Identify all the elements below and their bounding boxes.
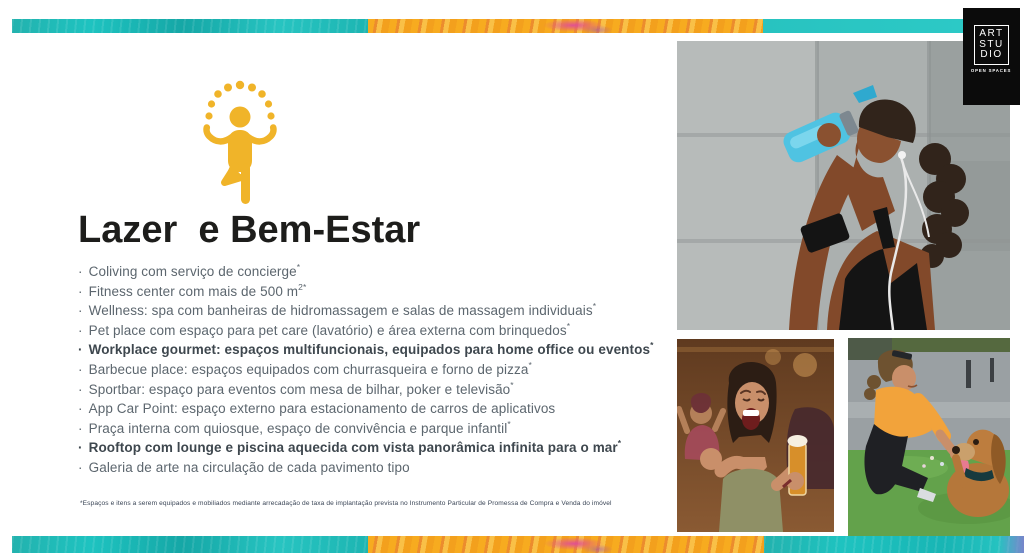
logo-line: ART [979,28,1004,39]
amenity-item: · Workplace gourmet: espaços multifuncionais, equipados para home office ou eventos* [78,340,654,358]
bullet: · [78,303,83,319]
bullet: · [78,381,83,397]
photo-woman-drinking-water [677,38,1010,330]
amenity-item: · Fitness center com mais de 500 $m^{2*}$ [78,281,307,299]
bullet: · [78,459,83,475]
amenity-item: · Rooftop com lounge e piscina aquecida com vista panorâmica infinita para o mar* [78,438,622,456]
page-title: Lazer e Bem-Estar [78,209,421,251]
logo-line: STU [979,38,1004,50]
disclaimer-text: *Espaços e itens a serem equipados e mobiliados mediante arrecadação de taxa de implantação prevista no Instrumento Particular de Promessa de Compra e Venda do imóvel [80,500,612,507]
bullet: · [78,401,83,417]
logo-frame [974,25,1009,65]
amenity-item: · Wellness: spa com banheiras de hidromassagem e salas de massagem individuais* [78,301,597,319]
logo-tagline: OPEN SPACES [971,68,1012,73]
bullet: · [78,264,83,279]
amenity-item: · Coliving com serviço de concierge* [78,262,301,279]
paint-orange-segment [368,19,763,33]
bullet: · [78,361,83,377]
amenity-item: · Praça interna com quiosque, espaço de convivência e parque infantil* [78,418,511,436]
top-paint-strip [12,19,963,33]
paint-teal-segment [12,19,368,33]
paint-teal-segment [764,536,1024,553]
art-studio-logo [963,8,1020,105]
bottom-paint-strip [12,536,1024,553]
paint-teal-segment [763,19,963,33]
amenity-item: · Galeria de arte na circulação de cada pavimento tipo [78,459,410,475]
bullet: · [78,342,83,358]
paint-teal-segment [12,536,368,553]
bullet: · [78,440,83,456]
amenity-item: · App Car Point: espaço externo para estacionamento de carros de aplicativos [78,401,556,417]
paint-orange-segment [368,536,764,553]
yoga-person-icon [195,76,285,211]
bullet: · [78,322,83,338]
bullet: · [78,283,83,299]
amenities-list [78,262,654,478]
amenity-item: · Pet place com espaço para pet care (lavatório) e área externa com brinquedos* [78,320,571,338]
amenity-item: · Sportbar: espaço para eventos com mesa de bilhar, poker e televisão* [78,379,514,397]
amenity-item: · Barbecue place: espaços equipados com churrasqueira e forno de pizza* [78,359,532,377]
logo-line: DIO [980,49,1003,60]
photo-woman-cheering-sportbar [677,339,834,532]
bullet: · [78,420,83,436]
photo-woman-with-dog [848,338,1010,553]
